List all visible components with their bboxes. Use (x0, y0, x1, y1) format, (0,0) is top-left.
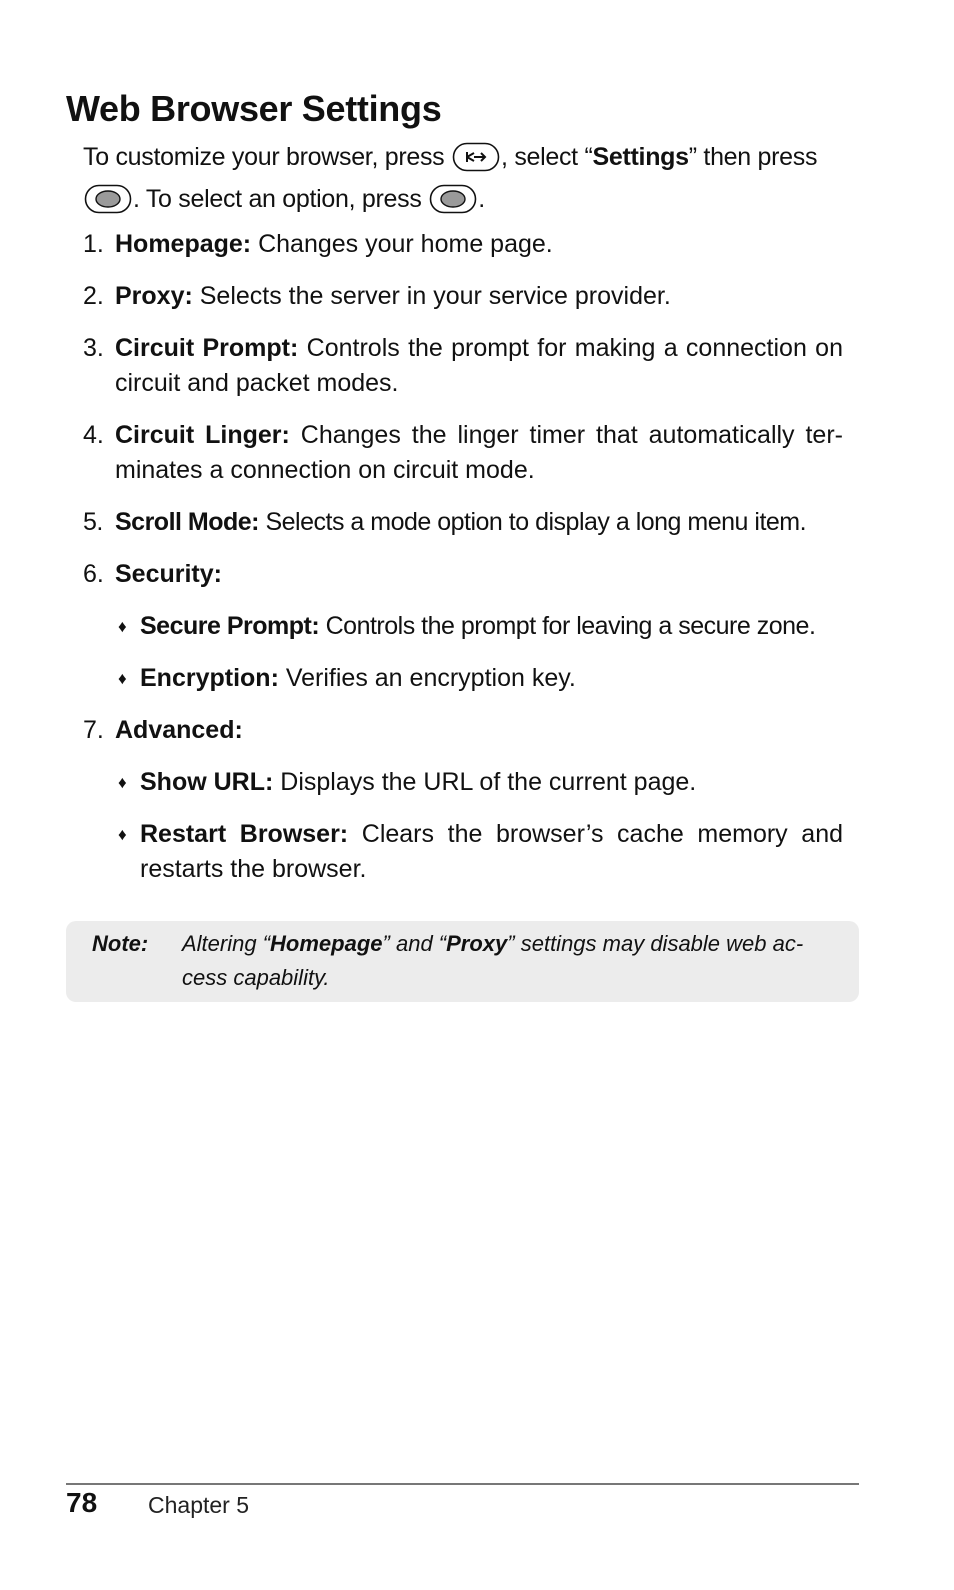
sub-item-label: Restart Browser: (140, 820, 349, 848)
diamond-bullet-icon: ♦ (118, 825, 127, 844)
intro-paragraph (83, 140, 843, 224)
list-item (83, 279, 843, 314)
intro-text: To customize your browser, press (83, 143, 452, 171)
list-item (83, 418, 843, 488)
menu-key-icon (452, 142, 500, 182)
intro-text: . (478, 185, 485, 213)
item-text: Changes the linger timer that automatically ter-minates a connection on circuit mode. (115, 421, 843, 484)
item-text: Selects the server in your service provider. (192, 282, 671, 310)
page-number: 78 (66, 1487, 98, 1518)
item-label: Circuit Prompt: (115, 334, 299, 362)
sub-item (83, 817, 843, 887)
select-key-icon (84, 184, 132, 224)
sub-item-label: Encryption: (140, 664, 279, 692)
note-text (182, 927, 842, 995)
note-label: Note: (92, 931, 149, 956)
list-item (83, 331, 843, 401)
item-label: Scroll Mode: (115, 508, 260, 536)
sub-item-label: Secure Prompt: (140, 612, 320, 640)
intro-text: ” then press (688, 143, 818, 171)
sub-item-label: Show URL: (140, 768, 274, 796)
diamond-bullet-icon: ♦ (118, 617, 127, 636)
chapter-label: Chapter 5 (148, 1492, 250, 1518)
item-number: 1. (83, 230, 104, 258)
item-number: 4. (83, 421, 104, 449)
select-key-icon (429, 184, 477, 224)
list-item (83, 505, 843, 540)
intro-text: . To select an option, press (133, 185, 429, 213)
sub-item-text: Controls the prompt for leaving a secure zone. (319, 612, 816, 640)
settings-term: Settings (592, 143, 689, 171)
item-label: Homepage: (115, 230, 252, 258)
sub-item-text: Clears the browser’s cache memory and restarts the browser. (140, 820, 844, 883)
item-label: Security: (115, 560, 222, 588)
list-item (83, 227, 843, 262)
sub-item (83, 661, 843, 696)
item-number: 7. (83, 716, 104, 744)
diamond-bullet-icon: ♦ (118, 669, 127, 688)
settings-list (83, 227, 843, 904)
sub-item (83, 609, 843, 644)
note-text-part: Altering “ (182, 931, 271, 956)
sub-item-text: Displays the URL of the current page. (273, 768, 697, 796)
item-number: 3. (83, 334, 104, 362)
item-label: Proxy: (115, 282, 193, 310)
proxy-term: Proxy (446, 931, 508, 956)
item-label: Circuit Linger: (115, 421, 290, 449)
intro-text: , select “ (501, 143, 593, 171)
page-title: Web Browser Settings (66, 88, 442, 129)
note-box (66, 921, 859, 1002)
item-number: 5. (83, 508, 103, 536)
item-text: Selects a mode option to display a long menu item. (259, 508, 807, 536)
item-number: 2. (83, 282, 104, 310)
footer-divider (66, 1483, 859, 1485)
list-item (83, 713, 843, 748)
item-text: Controls the prompt for making a connection on circuit and packet modes. (115, 334, 843, 397)
item-text: Changes your home page. (251, 230, 553, 258)
list-item (83, 557, 843, 592)
note-text-part: ” and “ (382, 931, 447, 956)
note-text-part: ” settings may disable web ac-cess capability. (182, 931, 804, 990)
diamond-bullet-icon: ♦ (118, 773, 127, 792)
item-label: Advanced: (115, 716, 243, 744)
sub-item-text: Verifies an encryption key. (278, 664, 576, 692)
item-number: 6. (83, 560, 104, 588)
homepage-term: Homepage (270, 931, 383, 956)
sub-item (83, 765, 843, 800)
